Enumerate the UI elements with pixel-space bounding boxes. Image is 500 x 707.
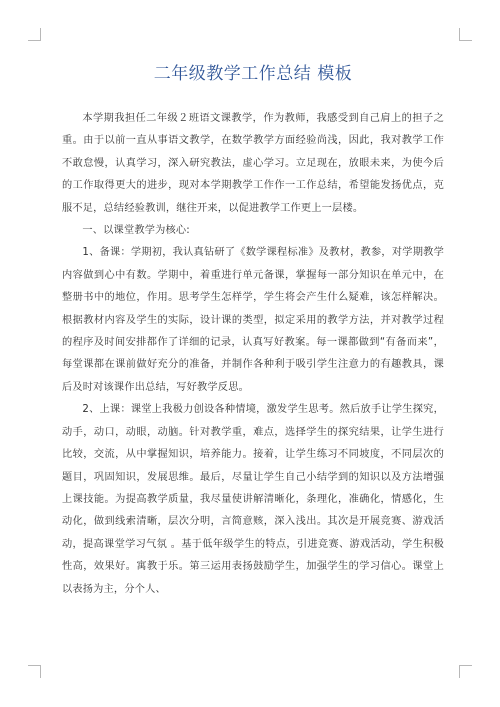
- section-heading: 一、以课堂教学为核心:: [82, 225, 190, 237]
- crop-mark-bottom-right: [459, 665, 472, 678]
- document-title: 二年级教学工作总结 模板: [153, 64, 353, 84]
- class-teaching-paragraph: 2、上课：课堂上我极力创设各种情境，激发学生思考。然后放手让学生探究，动手，动口，动眼，动脑。针对教学重，难点，选择学生的探究结果，让学生进行比较，交流，从中掌握知识，培养能力。接着，让学生练习不同坡度，不同层次的题目，巩固知识，发展思维。最后，尽量让学生自己小结学到的知识以及方法增强上课技能。为提高教学质量，我尽量使讲解清晰化，条理化，准确化，情感化，生动化，做到线索清晰，层次分明，言简意赅，深入浅出。其次是开展竞赛、游戏活动，提高课堂学习气氛 。基于低年级学生的特点，引进竞赛、游戏活动，学生积极性高，效果好。寓教于乐。第三运用表扬鼓励学生，加强学生的学习信心。课堂上以表扬为主，分个人、: [62, 404, 444, 595]
- document-body: [62, 62, 444, 601]
- intro-paragraph: 本学期我担任二年级２班语文课教学，作为教师，我感受到自己肩上的担子之重。由于以前一直从事语文教学，在数学教学方面经验尚浅，因此，我对教学工作不敢怠慢，认真学习，深入研究教法，虚心学习。立足现在，放眼未来，为使今后的工作取得更大的进步，现对本学期教学工作作一工作总结，希望能发扬优点，克服不足，总结经验教训，继往开来，以促进教学工作更上一层楼。: [62, 113, 444, 214]
- crop-mark-bottom-left: [28, 665, 41, 678]
- crop-mark-top-left: [28, 28, 41, 41]
- lesson-prep-paragraph: 1、备课：学期初，我认真钻研了《数学课程标准》及教材，教参，对学期教学内容做到心中有数。学期中，着重进行单元备课，掌握每一部分知识在单元中，在整册书中的地位，作用。思考学生怎样学，学生将会产生什么疑难，该怎样解决。根据教材内容及学生的实际，设计课的类型，拟定采用的教学方法，并对教学过程的程序及时间安排都作了详细的记录，认真写好教案。每一课都做到“有备而来”，每堂课都在课前做好充分的准备，并制作各种利于吸引学生注意力的有趣教具，课后及时对该课作出总结，写好教学反思。: [62, 247, 444, 393]
- crop-mark-top-right: [459, 28, 472, 41]
